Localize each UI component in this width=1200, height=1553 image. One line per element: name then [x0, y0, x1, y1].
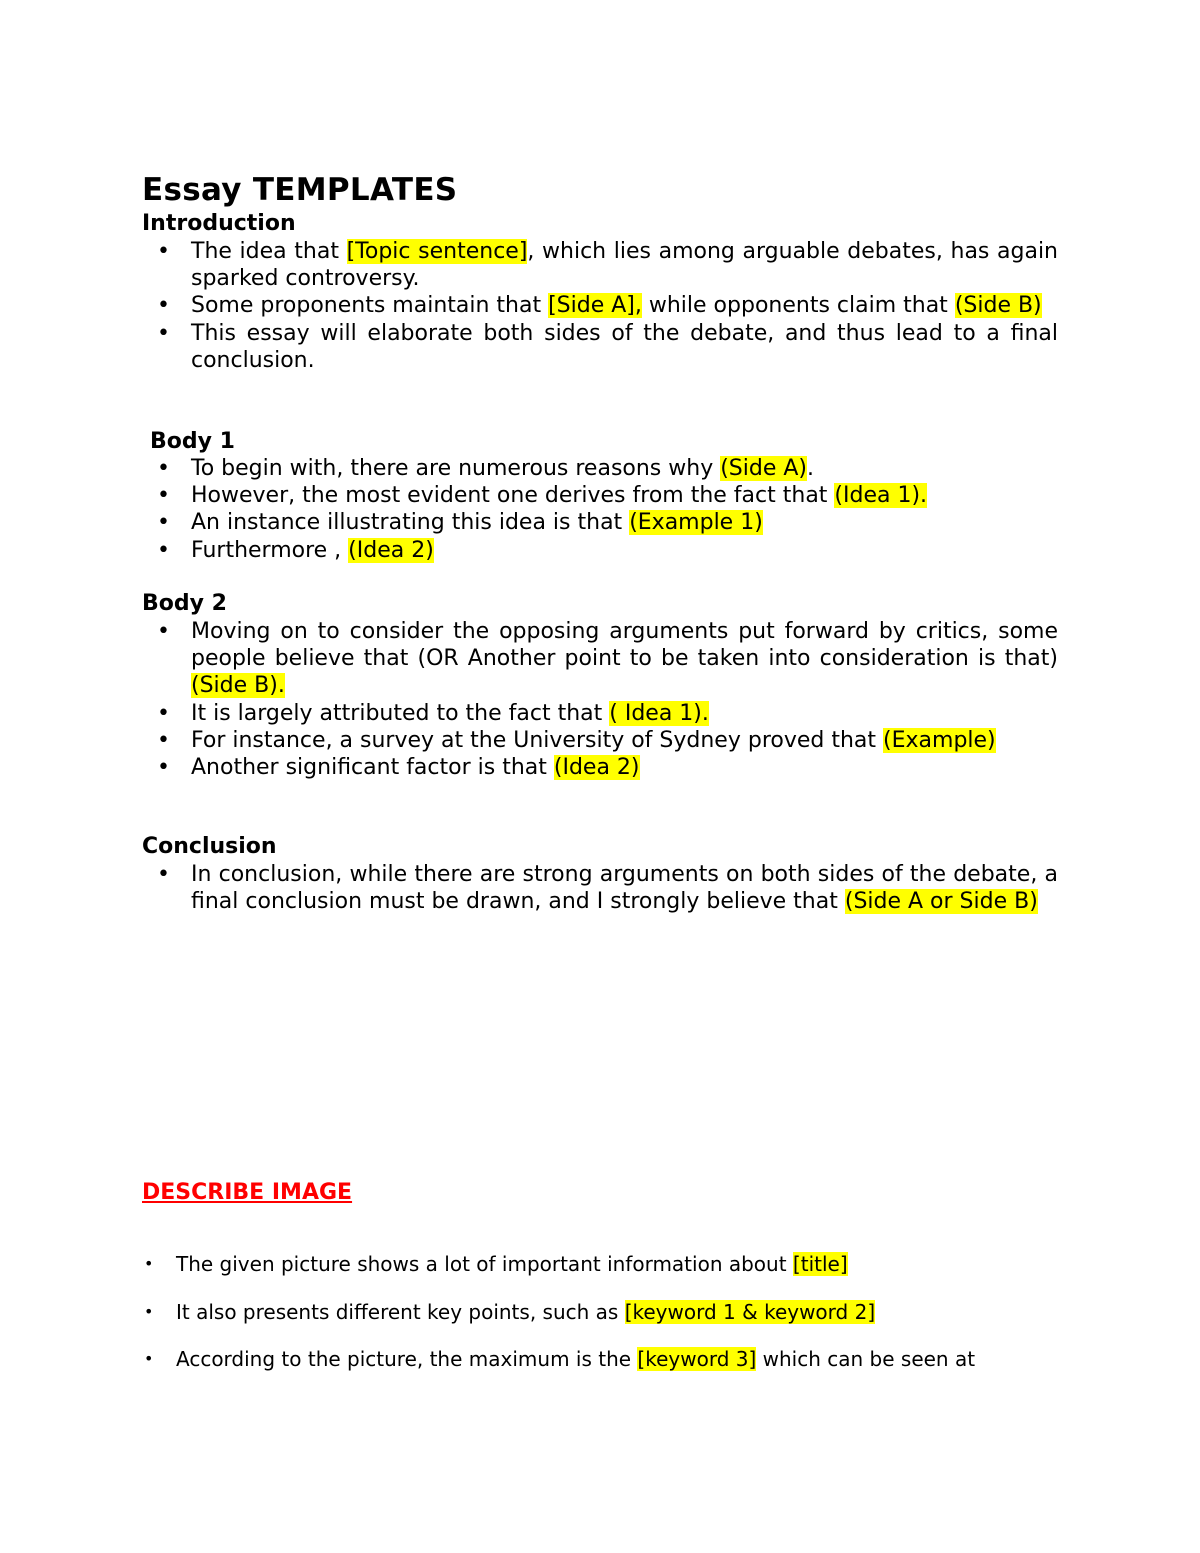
placeholder-highlight: (Side A): [720, 456, 808, 481]
placeholder-highlight: (Example): [883, 727, 996, 753]
placeholder-highlight: (Side B).: [191, 673, 285, 699]
list-item: • It is largely attributed to the fact that ( Idea 1).: [142, 700, 1058, 727]
body2-heading: Body 2: [142, 591, 227, 616]
body1-heading: Body 1: [150, 429, 235, 454]
placeholder-highlight: (Example 1): [629, 510, 763, 536]
describe-image-heading: DESCRIBE IMAGE: [142, 1180, 353, 1205]
list-item: • Moving on to consider the opposing arguments put forward by critics, some people believe that (OR Another point to be taken into consideration is that) (Side B).: [142, 618, 1058, 700]
body1-list: [142, 455, 1058, 564]
list-item: • An instance illustrating this idea is that (Example 1): [142, 509, 1058, 536]
list-item: • The idea that [Topic sentence], which lies among arguable debates, has again sparked controversy.: [142, 238, 1058, 292]
placeholder-highlight: ( Idea 1).: [609, 700, 709, 726]
conclusion-heading: Conclusion: [142, 834, 277, 859]
placeholder-highlight: [keyword 1 & keyword 2]: [624, 1299, 876, 1324]
list-item: • To begin with, there are numerous reasons why (Side A).: [142, 455, 1058, 482]
list-item: • In conclusion, while there are strong arguments on both sides of the debate, a final conclusion must be drawn, and I strongly believe that (Side A or Side B): [142, 861, 1058, 915]
page-title: Essay TEMPLATES: [142, 172, 458, 208]
describe-image-list: [142, 1250, 975, 1393]
placeholder-highlight: (Idea 2): [348, 537, 434, 563]
list-item: • It also presents different key points, such as [keyword 1 & keyword 2]: [142, 1298, 975, 1346]
placeholder-highlight: [Side A],: [548, 293, 642, 319]
conclusion-list: [142, 861, 1058, 915]
list-item: • Some proponents maintain that [Side A], while opponents claim that (Side B): [142, 292, 1058, 319]
list-item: • However, the most evident one derives from the fact that (Idea 1).: [142, 482, 1058, 509]
list-item: • According to the picture, the maximum is the [keyword 3] which can be seen at: [142, 1345, 975, 1393]
list-item: • Another significant factor is that (Idea 2): [142, 754, 1058, 781]
list-item: • This essay will elaborate both sides of the debate, and thus lead to a final conclusion.: [142, 320, 1058, 374]
placeholder-highlight: (Side A or Side B): [844, 889, 1038, 915]
introduction-heading: Introduction: [142, 211, 296, 236]
placeholder-highlight: (Side B): [954, 293, 1042, 319]
placeholder-highlight: [title]: [792, 1252, 848, 1276]
list-item: • Furthermore , (Idea 2): [142, 537, 1058, 564]
placeholder-highlight: [keyword 3]: [637, 1347, 757, 1371]
placeholder-highlight: (Idea 1).: [834, 483, 928, 509]
introduction-list: [142, 238, 1058, 374]
list-item: • The given picture shows a lot of important information about [title]: [142, 1250, 975, 1298]
list-item: • For instance, a survey at the University of Sydney proved that (Example): [142, 727, 1058, 754]
body2-list: [142, 618, 1058, 781]
placeholder-highlight: (Idea 2): [553, 755, 640, 781]
placeholder-highlight: [Topic sentence]: [346, 239, 528, 264]
